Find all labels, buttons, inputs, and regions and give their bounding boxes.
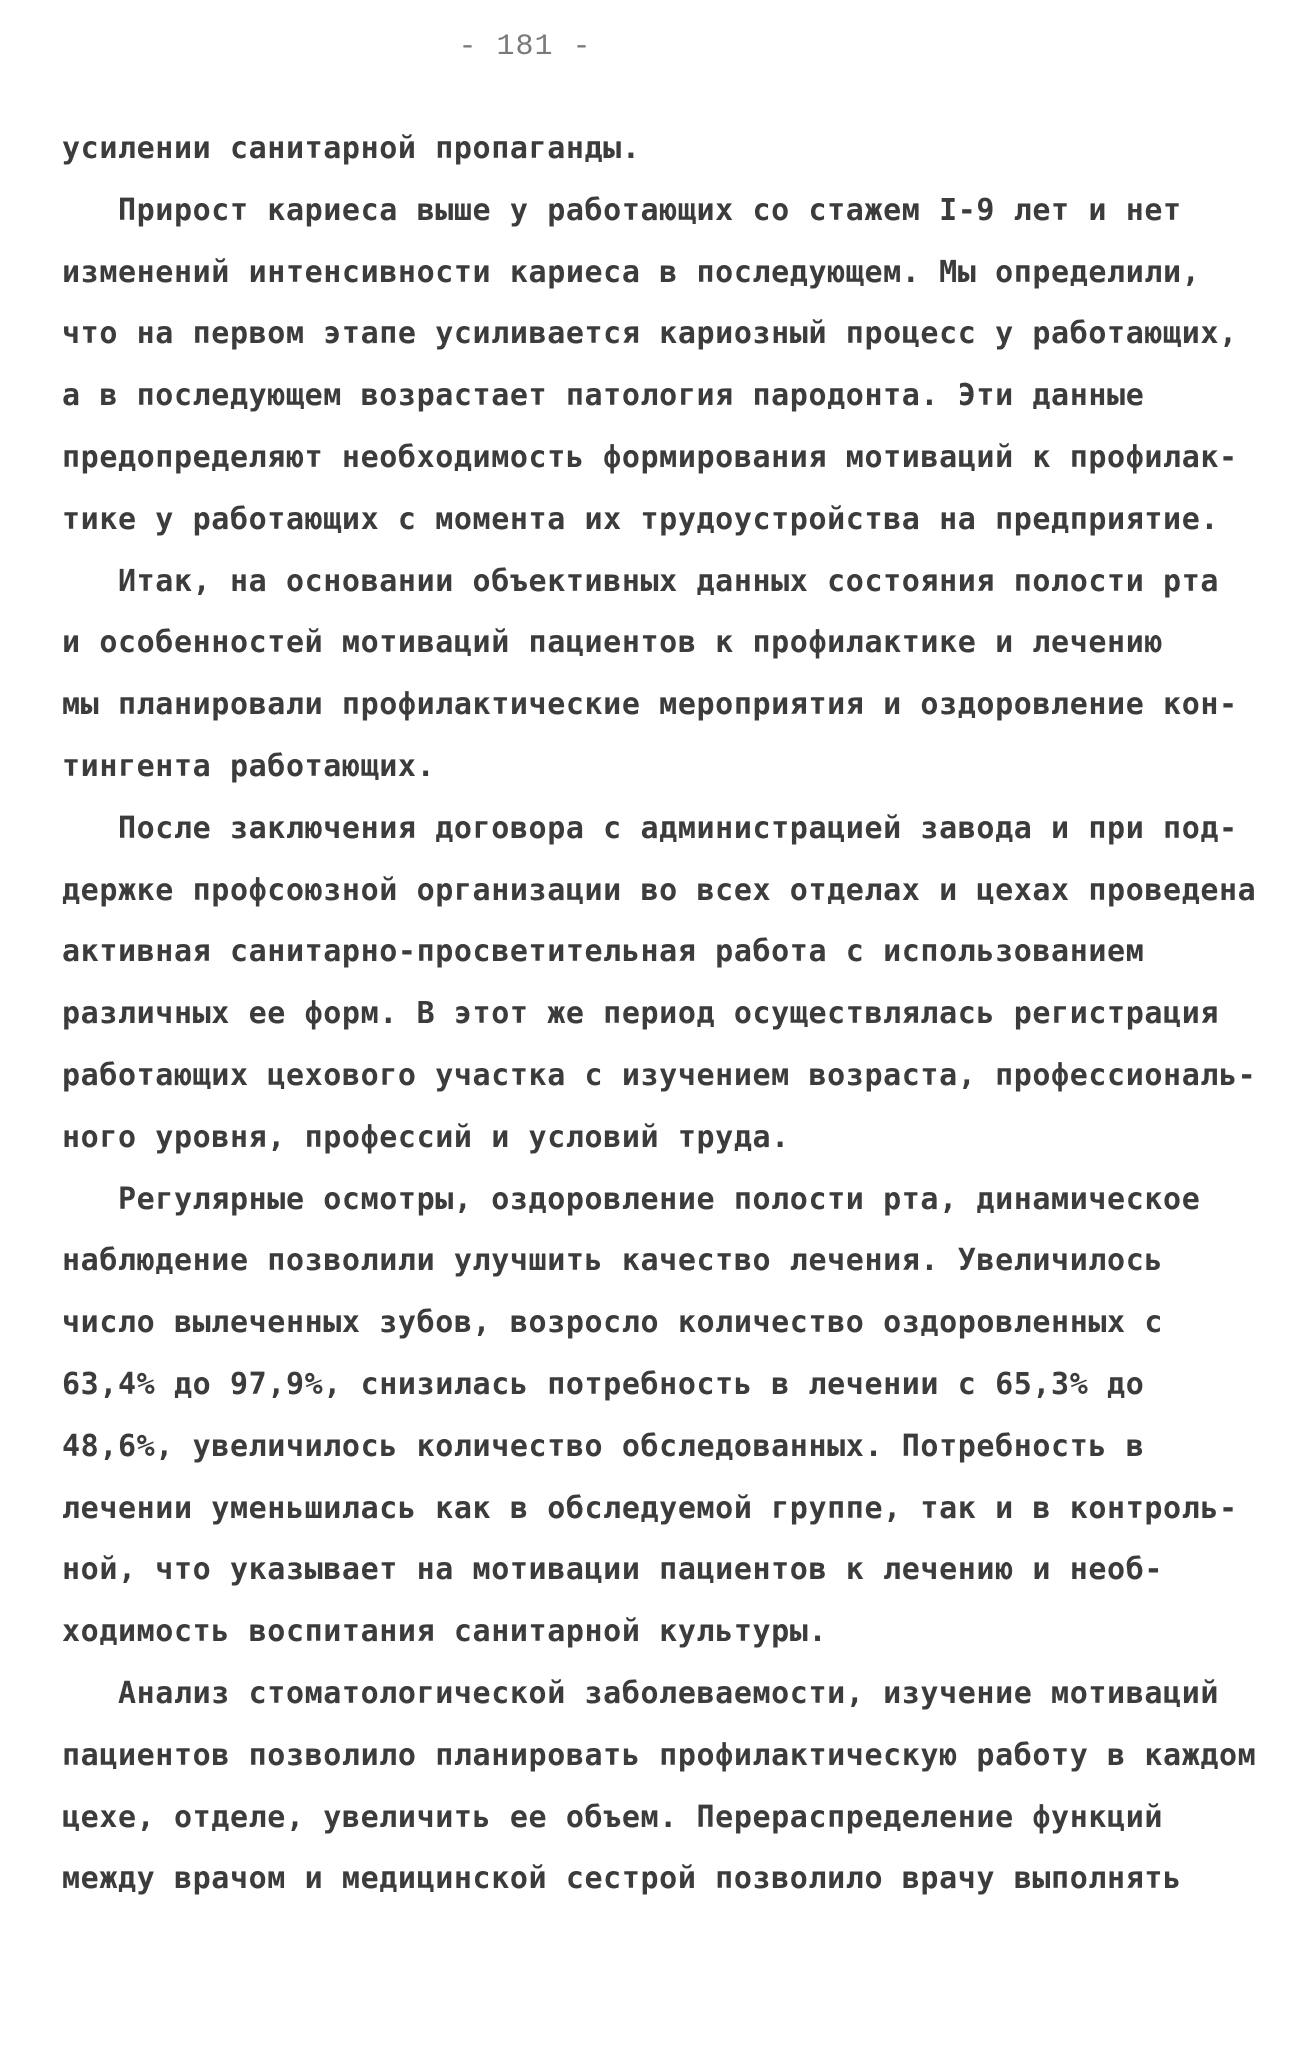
text-line: наблюдение позволили улучшить качество лечения. Увеличилось bbox=[62, 1243, 1164, 1279]
text-line: ного уровня, профессий и условий труда. bbox=[62, 1119, 790, 1155]
text-line: цехе, отделе, увеличить ее объем. Перераспределение функций bbox=[62, 1799, 1164, 1835]
text-line: держке профсоюзной организации во всех отделах и цехах проведена bbox=[62, 872, 1257, 908]
text-line: Регулярные осмотры, оздоровление полости рта, динамическое bbox=[62, 1181, 1201, 1217]
text-line: работающих цехового участка с изучением возраста, профессиональ- bbox=[62, 1057, 1257, 1093]
text-line: 63,4% до 97,9%, снизилась потребность в лечении с 65,3% до bbox=[62, 1366, 1145, 1402]
text-line: После заключения договора с администрацией завода и при под- bbox=[62, 810, 1238, 846]
text-line: Анализ стоматологической заболеваемости, изучение мотиваций bbox=[62, 1675, 1220, 1711]
text-line: мы планировали профилактические мероприятия и оздоровление кон- bbox=[62, 687, 1238, 723]
text-line: усилении санитарной пропаганды. bbox=[62, 131, 641, 166]
text-line: 48,6%, увеличилось количество обследованных. Потребность в bbox=[62, 1428, 1145, 1464]
text-line: ной, что указывает на мотивации пациентов к лечению и необ- bbox=[62, 1552, 1164, 1588]
text-line: Прирост кариеса выше у работающих со стажем I-9 лет и нет bbox=[62, 192, 1182, 228]
text-line: ходимость воспитания санитарной культуры. bbox=[62, 1614, 828, 1650]
text-line: что на первом этапе усиливается кариозный процесс у работающих, bbox=[62, 316, 1238, 352]
text-line: и особенностей мотиваций пациентов к профилактике и лечению bbox=[62, 625, 1164, 661]
text-line: число вылеченных зубов, возросло количество оздоровленных с bbox=[62, 1305, 1164, 1341]
text-line: пациентов позволило планировать профилактическую работу в каждом bbox=[62, 1737, 1257, 1773]
text-line: различных ее форм. В этот же период осуществлялась регистрация bbox=[62, 996, 1220, 1032]
text-line: тингента работающих. bbox=[62, 748, 436, 784]
text-line: активная санитарно-просветительная работа с использованием bbox=[62, 934, 1145, 970]
text-line: предопределяют необходимость формирования мотиваций к профилак- bbox=[62, 439, 1238, 475]
text-line: Итак, на основании объективных данных состояния полости рта bbox=[62, 563, 1220, 599]
page-number: - 181 - bbox=[458, 30, 592, 64]
text-line: тике у работающих с момента их трудоустройства на предприятие. bbox=[62, 501, 1220, 537]
text-line: изменений интенсивности кариеса в последующем. Мы определили, bbox=[62, 254, 1201, 290]
body-text bbox=[62, 118, 1257, 1910]
text-line: а в последующем возрастает патология пародонта. Эти данные bbox=[62, 378, 1145, 414]
text-line: лечении уменьшилась как в обследуемой группе, так и в контроль- bbox=[62, 1490, 1238, 1526]
text-line: между врачом и медицинской сестрой позволило врачу выполнять bbox=[62, 1861, 1182, 1897]
